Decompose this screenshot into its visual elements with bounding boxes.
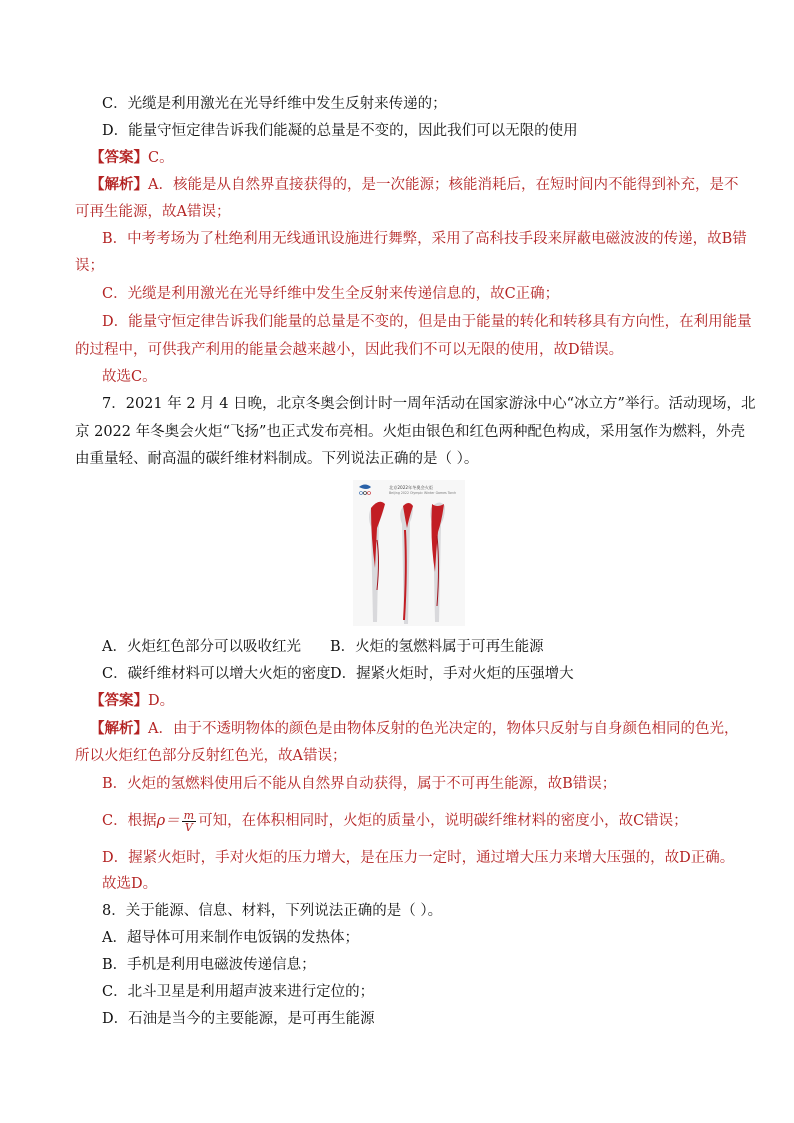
- caption-en: Beijing 2022 Olympic Winter Games Torch: [389, 491, 457, 495]
- formula-numerator: m: [183, 808, 195, 822]
- q7-option-a: A．火炬红色部分可以吸收红光: [102, 639, 301, 655]
- q7-stem-line1: 7．2021 年 2 月 4 日晚，北京冬奥会倒计时一周年活动在国家游泳中心“冰立方”举行。活动现场，北: [102, 396, 756, 412]
- q7-stem-line2: 京 2022 年冬奥会火炬“飞扬”也正式发布亮相。火炬由银色和红色两种配色构成，采用氢作为燃料，外壳: [75, 424, 745, 440]
- q7-answer: [90, 691, 174, 711]
- torch-image: [353, 480, 465, 626]
- q7-analysis-a-line2: 所以火炬红色部分反射红色光，故A错误；: [75, 748, 347, 764]
- q7-stem-line3: 由重量轻、耐高温的碳纤维材料制成。下列说法正确的是（ ）。: [75, 451, 479, 467]
- q6-conclusion: 故选C。: [102, 369, 157, 385]
- q8-option-a: A．超导体可用来制作电饭锅的发热体；: [102, 930, 359, 946]
- q6-analysis-d-line1: D．能量守恒定律告诉我们能量的总量是不变的，但是由于能量的转化和转移具有方向性，在利用能量: [102, 314, 752, 330]
- analysis-tag: 【解析】: [90, 720, 148, 737]
- q7-option-d: D．握紧火炬时，手对火炬的压强增大: [330, 666, 574, 682]
- answer-value: C。: [148, 150, 174, 166]
- q6-analysis-b-line2: 误；: [75, 258, 104, 274]
- formula-denominator: V: [184, 820, 193, 834]
- q7-analysis-a-line1: [90, 719, 738, 739]
- q6-analysis-c: C．光缆是利用激光在光导纤维中发生全反射来传递信息的，故C正确；: [102, 286, 560, 302]
- q7-analysis-c: [102, 808, 688, 834]
- answer-tag: 【答案】: [90, 149, 148, 166]
- q8-stem: 8．关于能源、信息、材料，下列说法正确的是（ ）。: [102, 903, 443, 919]
- density-formula-fraction: [182, 810, 196, 833]
- q6-option-c: C．光缆是利用激光在光导纤维中发生反射来传递的；: [102, 96, 447, 112]
- analysis-c-suffix: 可知，在体积相同时，火炬的质量小，说明碳纤维材料的密度小，故C错误；: [198, 813, 688, 829]
- analysis-text: A．由于不透明物体的颜色是由物体反射的色光决定的，物体只反射与自身颜色相同的色光，: [148, 721, 739, 737]
- q6-analysis-d-line2: 的过程中，可供我产利用的能量会越来越小，因此我们不可以无限的使用，故D错误。: [75, 342, 624, 358]
- caption-cn: 北京2022年冬奥会火炬: [389, 485, 434, 490]
- q7-analysis-b: B．火炬的氢燃料使用后不能从自然界自动获得，属于不可再生能源，故B错误；: [102, 776, 617, 792]
- answer-tag: 【答案】: [90, 692, 148, 709]
- analysis-text: A．核能是从自然界直接获得的，是一次能源；核能消耗后，在短时间内不能得到补充，是不: [148, 177, 739, 193]
- q6-answer: [90, 148, 174, 168]
- q6-analysis-a-line2: 可再生能源，故A错误；: [75, 204, 231, 220]
- q7-option-c: C．碳纤维材料可以增大火炬的密度: [102, 666, 331, 682]
- answer-value: D。: [148, 693, 175, 709]
- q7-option-b: B．火炬的氢燃料属于可再生能源: [330, 639, 544, 655]
- q7-conclusion: 故选D。: [102, 876, 158, 892]
- q8-option-d: D．石油是当今的主要能源，是可再生能源: [102, 1011, 375, 1027]
- q6-analysis-b-line1: B．中考考场为了杜绝利用无线通讯设施进行舞弊，采用了高科技手段来屏蔽电磁波波的传递，故B错: [102, 231, 747, 247]
- q7-analysis-d: D．握紧火炬时，手对火炬的压力增大，是在压力一定时，通过增大压力来增大压强的，故D正确。: [102, 850, 735, 866]
- q6-analysis-a-line1: [90, 175, 738, 195]
- q8-option-c: C．北斗卫星是利用超声波来进行定位的；: [102, 984, 375, 1000]
- analysis-tag: 【解析】: [90, 176, 148, 193]
- q6-option-d: D．能量守恒定律告诉我们能凝的总量是不变的，因此我们可以无限的使用: [102, 123, 578, 139]
- analysis-c-prefix: C．根据: [102, 813, 157, 829]
- q8-option-b: B．手机是利用电磁波传递信息；: [102, 957, 316, 973]
- density-symbol: ρ＝: [156, 813, 180, 829]
